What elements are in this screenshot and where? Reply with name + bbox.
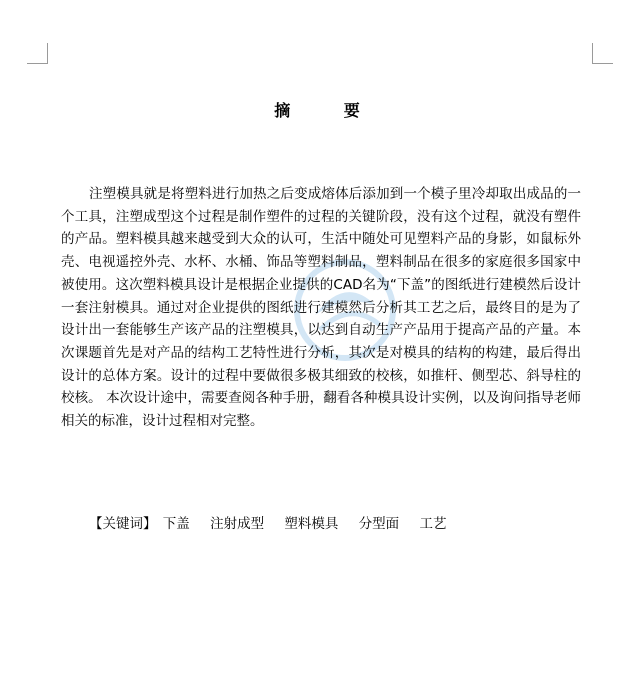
keywords-label: 【关键词】 <box>89 516 157 532</box>
keyword-item: 注射成型 <box>210 516 265 532</box>
margin-corner-top-right <box>592 43 613 64</box>
keyword-item: 分型面 <box>358 516 400 532</box>
keywords-line <box>89 512 462 532</box>
margin-corner-top-left <box>27 43 48 64</box>
keyword-item: 塑料模具 <box>284 516 339 532</box>
keyword-item: 下盖 <box>162 516 190 532</box>
abstract-heading: 摘 要 <box>274 101 384 120</box>
abstract-paragraph: 注塑模具就是将塑料进行加热之后变成熔体后添加到一个模子里冷却取出成品的一个工具，注塑成型这个过程是制作塑件的过程的关键阶段，没有这个过程，就没有塑件的产品。塑料模具越来越受到大众的认可，生活中随处可见塑料产品的身影，如鼠标外壳、电视遥控外壳、水杯、水桶、饰品等塑料制品，塑料制品在很多的家庭很多国家中被使用。这次塑料模具设计是根据企业提供的CAD名为“下盖”的图纸进行建模然后设计一套注射模具。通过对企业提供的图纸进行建模然后分析其工艺之后，最终目的是为了设计出一套能够生产该产品的注塑模具，以达到自动生产产品用于提高产品的产量。本次课题首先是对产品的结构工艺特性进行分析，其次是对模具的结构的构建，最后得出设计的总体方案。设计的过程中要做很多极其细致的校核，如推杆、侧型芯、斜导柱的校核。 本次设计途中，需要查阅各种手册，翻看各种模具设计实例，以及询问指导老师相关的标准，设计过程相对完整。 <box>61 186 581 430</box>
keyword-item: 工艺 <box>419 516 447 532</box>
